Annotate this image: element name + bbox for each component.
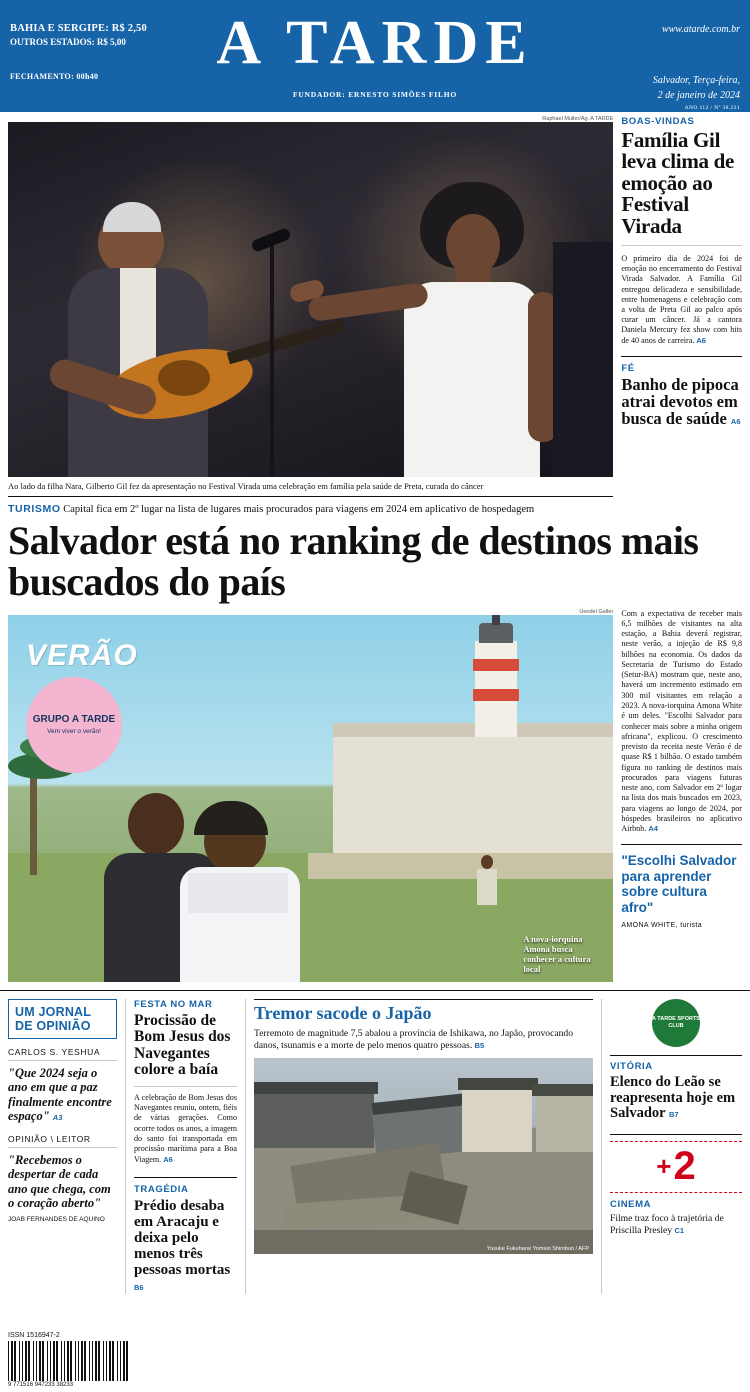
festa-headline[interactable]: Procissão de Bom Jesus dos Navegantes colore a baía: [134, 1011, 231, 1079]
turismo-body-text: Com a expectativa de receber mais 6,5 milhões de visitantes na alta estação, a Bahia deverá registrar, neste verão, a injeção de R$ 9,8 bilhões na economia. Os dados da Secretaria de Turismo do Estado (Setur-BA) mostram que, neste ano, haverá um incremento estimado em 300 mil visitantes em relação a 2023. A nova-iorquina Amona White é um deles. "Escolhi Salvador para conhecer mais sobre a minha origem africana", explicou. O crescimento previsto da receita neste Verão é de quase R$ 1 bilhão. O estado também figura no ranking de destinos mais procurados para viagens futuras neste ano, com Salvador em 2º lugar na lista dos mais buscados em 2023, para viagens ao longo de 2024, por hóspedes brasileiros no aplicativo Airbnb.: [621, 608, 742, 834]
reader-quote-attribution: JOAB FERNANDES DE AQUINO: [8, 1215, 105, 1223]
verao-badge: [26, 639, 156, 773]
dashed-divider: [610, 1141, 742, 1142]
verao-title: VERÃO: [26, 638, 138, 672]
top-story-kicker: BOAS-VINDAS: [621, 116, 695, 127]
top-story-photo: [8, 122, 613, 477]
festa-body-text: A celebração de Bom Jesus dos Navegantes reuniu, ontem, fiéis de várias gerações. Como ocorre todos os anos, a imagem do santo foi transportada em procissão marítima para a Boa Viagem.: [134, 1092, 237, 1164]
top-story-caption: Ao lado da filha Nara, Gilberto Gil fez da apresentação no Festival Virada uma celebração em família pela saúde de Preta, curada do câncer: [8, 477, 613, 497]
tragedia-story: [134, 1177, 237, 1294]
turismo-lead-line: [8, 503, 742, 517]
cinema-body: [610, 1213, 742, 1236]
opinion-quote[interactable]: [8, 1060, 117, 1124]
plus-number: 2: [673, 1144, 696, 1189]
japan-lead: [254, 1028, 593, 1051]
turismo-lead-text: Capital fica em 2º lugar na lista de lugares mais procurados para viagens em 2024 em aplicativo de hospedagem: [63, 503, 535, 515]
founder-line: FUNDADOR: ERNESTO SIMÕES FILHO: [292, 90, 458, 99]
dashed-divider-2: [610, 1192, 742, 1193]
tragedia-headline-text: Prédio desaba em Aracaju e deixa pelo menos três pessoas mortas: [134, 1197, 231, 1278]
seal-line2: Vem viver o verão!: [47, 728, 101, 736]
japan-headline[interactable]: Tremor sacode o Japão: [254, 999, 593, 1024]
tragedia-page-ref[interactable]: B6: [134, 1283, 144, 1292]
top-section: [0, 112, 750, 497]
turismo-text-column: [613, 609, 742, 982]
atarde-sports-club-logo: A TARDE SPORTS CLUB: [652, 999, 700, 1047]
reader-quote: "Recebemos o despertar de cada ano que chega, com o coração aberto": [8, 1147, 117, 1211]
opinion-box-title: UM JORNAL DE OPINIÃO: [8, 999, 117, 1039]
grupo-atarde-seal: [26, 677, 122, 773]
barcode-block: [8, 1332, 128, 1388]
secondary-headline[interactable]: [621, 376, 742, 428]
secondary-story: [621, 356, 742, 428]
top-story-body-text: O primeiro dia de 2024 foi de emoção no encerramento do Festival Virada Salvador. A Família Gil entregou delicadeza e sensibilidade, entre homenagens e celebração com a volta de Preta Gil ao palco após curar um câncer. Já a cantora Daniela Mercury fez show com hits de 40 anos de carreira.: [621, 254, 742, 345]
opinion-byline: CARLOS S. YESHUA: [8, 1046, 101, 1057]
festa-kicker: FESTA NO MAR: [134, 998, 213, 1010]
japan-photo-credit: Yusuke Fukuhara/ Yomiuri Shimbun / AFP: [486, 1245, 589, 1252]
opinion-reader-section: OPINIÃO \ LEITOR: [8, 1133, 91, 1144]
edition-number: ANO 112 / Nº 38.231: [684, 105, 740, 111]
barcode-digits: 9 771516 947233 38233: [8, 1382, 74, 1388]
price-bahia: BAHIA E SERGIPE: R$ 2,50: [10, 23, 147, 34]
top-story-headline[interactable]: Família Gil leva clima de emoção ao Festival Virada: [621, 128, 735, 238]
seal-line1: GRUPO A TARDE: [32, 714, 116, 726]
turismo-quote: "Escolhi Salvador para aprender sobre cultura afro": [621, 853, 737, 915]
japan-lead-text: Terremoto de magnitude 7,5 abalou a província de Ishikawa, no Japão, provocando danos, tsunamis e a morte de pelo menos quatro pessoas.: [254, 1028, 574, 1052]
secondary-headline-text: Banho de pipoca atrai devotos em busca de saúde: [621, 374, 739, 429]
japan-page-ref[interactable]: B5: [474, 1041, 485, 1051]
turismo-kicker: TURISMO: [8, 502, 61, 515]
turismo-page-ref[interactable]: A4: [648, 824, 658, 834]
plus-symbol: +: [656, 1151, 672, 1182]
closing-time: FECHAMENTO: 00h40: [10, 72, 99, 82]
opinion-column: [8, 999, 126, 1294]
price-other: OUTROS ESTADOS: R$ 5,00: [10, 37, 126, 48]
city-line: Salvador, Terça-feira,: [652, 75, 740, 86]
turismo-headline[interactable]: Salvador está no ranking de destinos mais buscados do país: [8, 518, 699, 605]
website-link[interactable]: www.atarde.com.br: [661, 24, 740, 35]
bottom-section: [0, 990, 750, 1294]
cinema-kicker: CINEMA: [610, 1199, 652, 1211]
masthead: [0, 0, 750, 112]
vitoria-headline[interactable]: [610, 1075, 742, 1123]
secondary-kicker: FÉ: [621, 362, 635, 374]
turismo-photo-credit: Uendel Galter: [579, 608, 614, 615]
cinema-text: Filme traz foco à trajetória de Priscilla Presley: [610, 1213, 724, 1236]
top-story-page-ref[interactable]: A6: [696, 335, 706, 345]
photo-credit: Raphael Muller/Ag. A TARDE: [542, 116, 614, 122]
turismo-quote-attribution: AMONA WHITE, turista: [621, 921, 703, 929]
turismo-photo-section: [0, 603, 750, 982]
vitoria-story: [610, 1055, 742, 1123]
festa-body: [134, 1086, 237, 1165]
cinema-story: [610, 1134, 742, 1236]
turismo-section: [0, 497, 750, 603]
secondary-page-ref[interactable]: A6: [730, 417, 741, 427]
sports-cinema-column: [602, 999, 742, 1294]
barcode-icon: [8, 1341, 128, 1381]
turismo-photo-note: A nova-iorquina Amona busca conhecer a cultura local: [523, 933, 591, 974]
turismo-photo-block: [8, 609, 613, 982]
japan-photo: [254, 1058, 593, 1254]
masthead-meta: [653, 22, 740, 103]
turismo-body: [621, 609, 742, 835]
festa-page-ref[interactable]: A6: [163, 1154, 173, 1164]
plus-two-logo: [610, 1144, 742, 1189]
opinion-quote-text: "Que 2024 seja o ano em que a paz finalmente encontre espaço": [8, 1065, 112, 1124]
issn-number: ISSN 1516947-2: [8, 1332, 60, 1339]
vitoria-kicker: VITÓRIA: [610, 1060, 653, 1072]
top-story-text-column: [613, 116, 742, 497]
page-title: A TARDE: [216, 9, 534, 77]
turismo-photo: [8, 615, 613, 982]
opinion-page-ref[interactable]: A3: [52, 1113, 63, 1123]
top-story-body: [621, 245, 742, 346]
tragedia-headline[interactable]: [134, 1198, 237, 1294]
festa-column: [126, 999, 246, 1294]
vitoria-headline-text: Elenco do Leão se reapresenta hoje em Salvador: [610, 1073, 736, 1122]
top-story-photo-block: [8, 116, 613, 497]
japan-column: [246, 999, 602, 1294]
vitoria-page-ref[interactable]: B7: [668, 1110, 679, 1120]
tragedia-kicker: TRAGÉDIA: [134, 1183, 189, 1195]
cinema-page-ref[interactable]: C1: [674, 1225, 685, 1235]
turismo-quote-box: [621, 844, 742, 929]
date-line: 2 de janeiro de 2024: [657, 90, 740, 101]
